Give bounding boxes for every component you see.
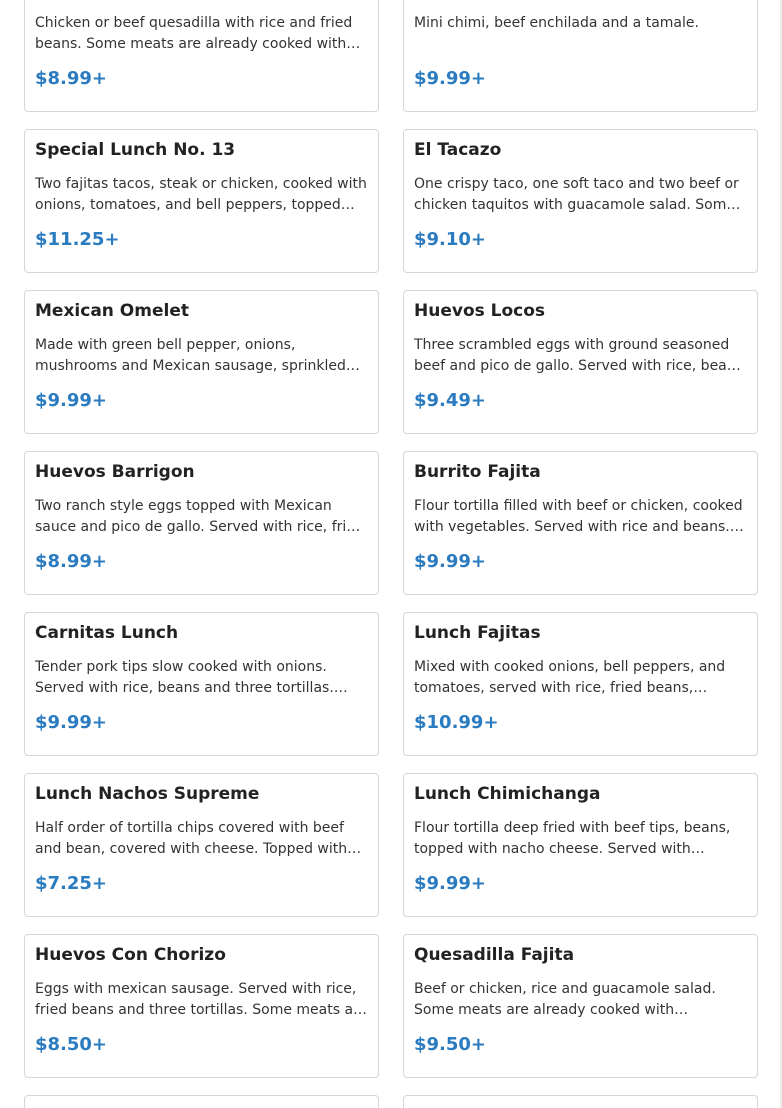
menu-item-name: Quesadilla Fajita bbox=[414, 945, 575, 965]
menu-item-price: $8.99+ bbox=[35, 68, 108, 89]
menu-item-price: $7.25+ bbox=[35, 873, 108, 894]
menu-item-name: Huevos Locos bbox=[414, 301, 546, 321]
menu-item-description: Made with green bell pepper, onions, mushrooms and Mexican sausage, sprinkled… bbox=[35, 337, 360, 374]
menu-item-card[interactable] bbox=[24, 1095, 379, 1108]
menu-item-description: Two fajitas tacos, steak or chicken, cooked with onions, tomatoes, and bell peppers, topped… bbox=[35, 176, 367, 213]
menu-item-description: Flour tortilla deep fried with beef tips, beans, topped with nacho cheese. Served with… bbox=[414, 820, 731, 857]
menu-item-price: $9.49+ bbox=[414, 390, 487, 411]
menu-item-name: Burrito Fajita bbox=[414, 462, 541, 482]
menu-item-price: $9.10+ bbox=[414, 229, 487, 250]
menu-item-price: $9.99+ bbox=[35, 390, 108, 411]
menu-item-card[interactable] bbox=[24, 451, 379, 595]
menu-item-card[interactable] bbox=[24, 934, 379, 1078]
menu-item-card[interactable] bbox=[403, 612, 758, 756]
menu-item-name: Lunch Fajitas bbox=[414, 623, 541, 643]
menu-item-price: $10.99+ bbox=[414, 712, 499, 733]
menu-item-description: Chicken or beef quesadilla with rice and fried beans. Some meats are already cooked with… bbox=[35, 15, 361, 52]
menu-item-price: $11.25+ bbox=[35, 229, 120, 250]
menu-item-description: Three scrambled eggs with ground seasoned beef and pico de gallo. Served with rice, bea… bbox=[414, 337, 741, 374]
menu-item-card[interactable] bbox=[403, 1095, 758, 1108]
menu-item-name: Mexican Omelet bbox=[35, 301, 189, 321]
menu-item-description: One crispy taco, one soft taco and two beef or chicken taquitos with guacamole salad. Som… bbox=[414, 176, 741, 213]
menu-item-card[interactable] bbox=[24, 129, 379, 273]
menu-item-card[interactable] bbox=[403, 773, 758, 917]
menu-item-card[interactable] bbox=[403, 451, 758, 595]
menu-item-name: Special Lunch No. 13 bbox=[35, 140, 236, 160]
menu-item-price: $9.99+ bbox=[35, 712, 108, 733]
menu-item-description: Mini chimi, beef enchilada and a tamale. bbox=[414, 15, 699, 31]
menu-item-price: $9.99+ bbox=[414, 68, 487, 89]
menu-item-card[interactable] bbox=[403, 0, 758, 112]
menu-item-card[interactable] bbox=[403, 129, 758, 273]
menu-item-description: Half order of tortilla chips covered with beef and bean, covered with cheese. Topped with… bbox=[35, 820, 362, 857]
menu-item-name: Carnitas Lunch bbox=[35, 623, 179, 643]
menu-item-description: Tender pork tips slow cooked with onions. Served with rice, beans and three tortillas.… bbox=[35, 659, 348, 696]
menu-item-card[interactable] bbox=[403, 934, 758, 1078]
menu-item-description: Eggs with mexican sausage. Served with rice, fried beans and three tortillas. Some meats a… bbox=[35, 981, 368, 1018]
menu-item-price: $9.50+ bbox=[414, 1034, 487, 1055]
menu-item-name: Huevos Con Chorizo bbox=[35, 945, 226, 965]
menu-item-price: $8.99+ bbox=[35, 551, 108, 572]
menu-item-description: Two ranch style eggs topped with Mexican sauce and pico de gallo. Served with rice, fri… bbox=[35, 498, 361, 535]
menu-item-name: Lunch Nachos Supreme bbox=[35, 784, 260, 804]
menu-item-name: Huevos Barrigon bbox=[35, 462, 195, 482]
menu-item-name: El Tacazo bbox=[414, 140, 502, 160]
menu-item-name: Lunch Chimichanga bbox=[414, 784, 601, 804]
menu-item-price: $9.99+ bbox=[414, 551, 487, 572]
menu-item-price: $8.50+ bbox=[35, 1034, 108, 1055]
menu-items-grid bbox=[24, 0, 758, 1108]
menu-item-price: $9.99+ bbox=[414, 873, 487, 894]
menu-item-card[interactable] bbox=[24, 612, 379, 756]
menu-item-card[interactable] bbox=[24, 290, 379, 434]
menu-item-card[interactable] bbox=[403, 290, 758, 434]
menu-item-card[interactable] bbox=[24, 773, 379, 917]
menu-item-description: Flour tortilla filled with beef or chicken, cooked with vegetables. Served with rice and beans.… bbox=[414, 498, 744, 535]
menu-item-description: Mixed with cooked onions, bell peppers, and tomatoes, served with rice, fried beans,… bbox=[414, 659, 726, 696]
menu-item-card[interactable] bbox=[24, 0, 379, 112]
menu-item-description: Beef or chicken, rice and guacamole salad. Some meats are already cooked with… bbox=[414, 981, 716, 1018]
